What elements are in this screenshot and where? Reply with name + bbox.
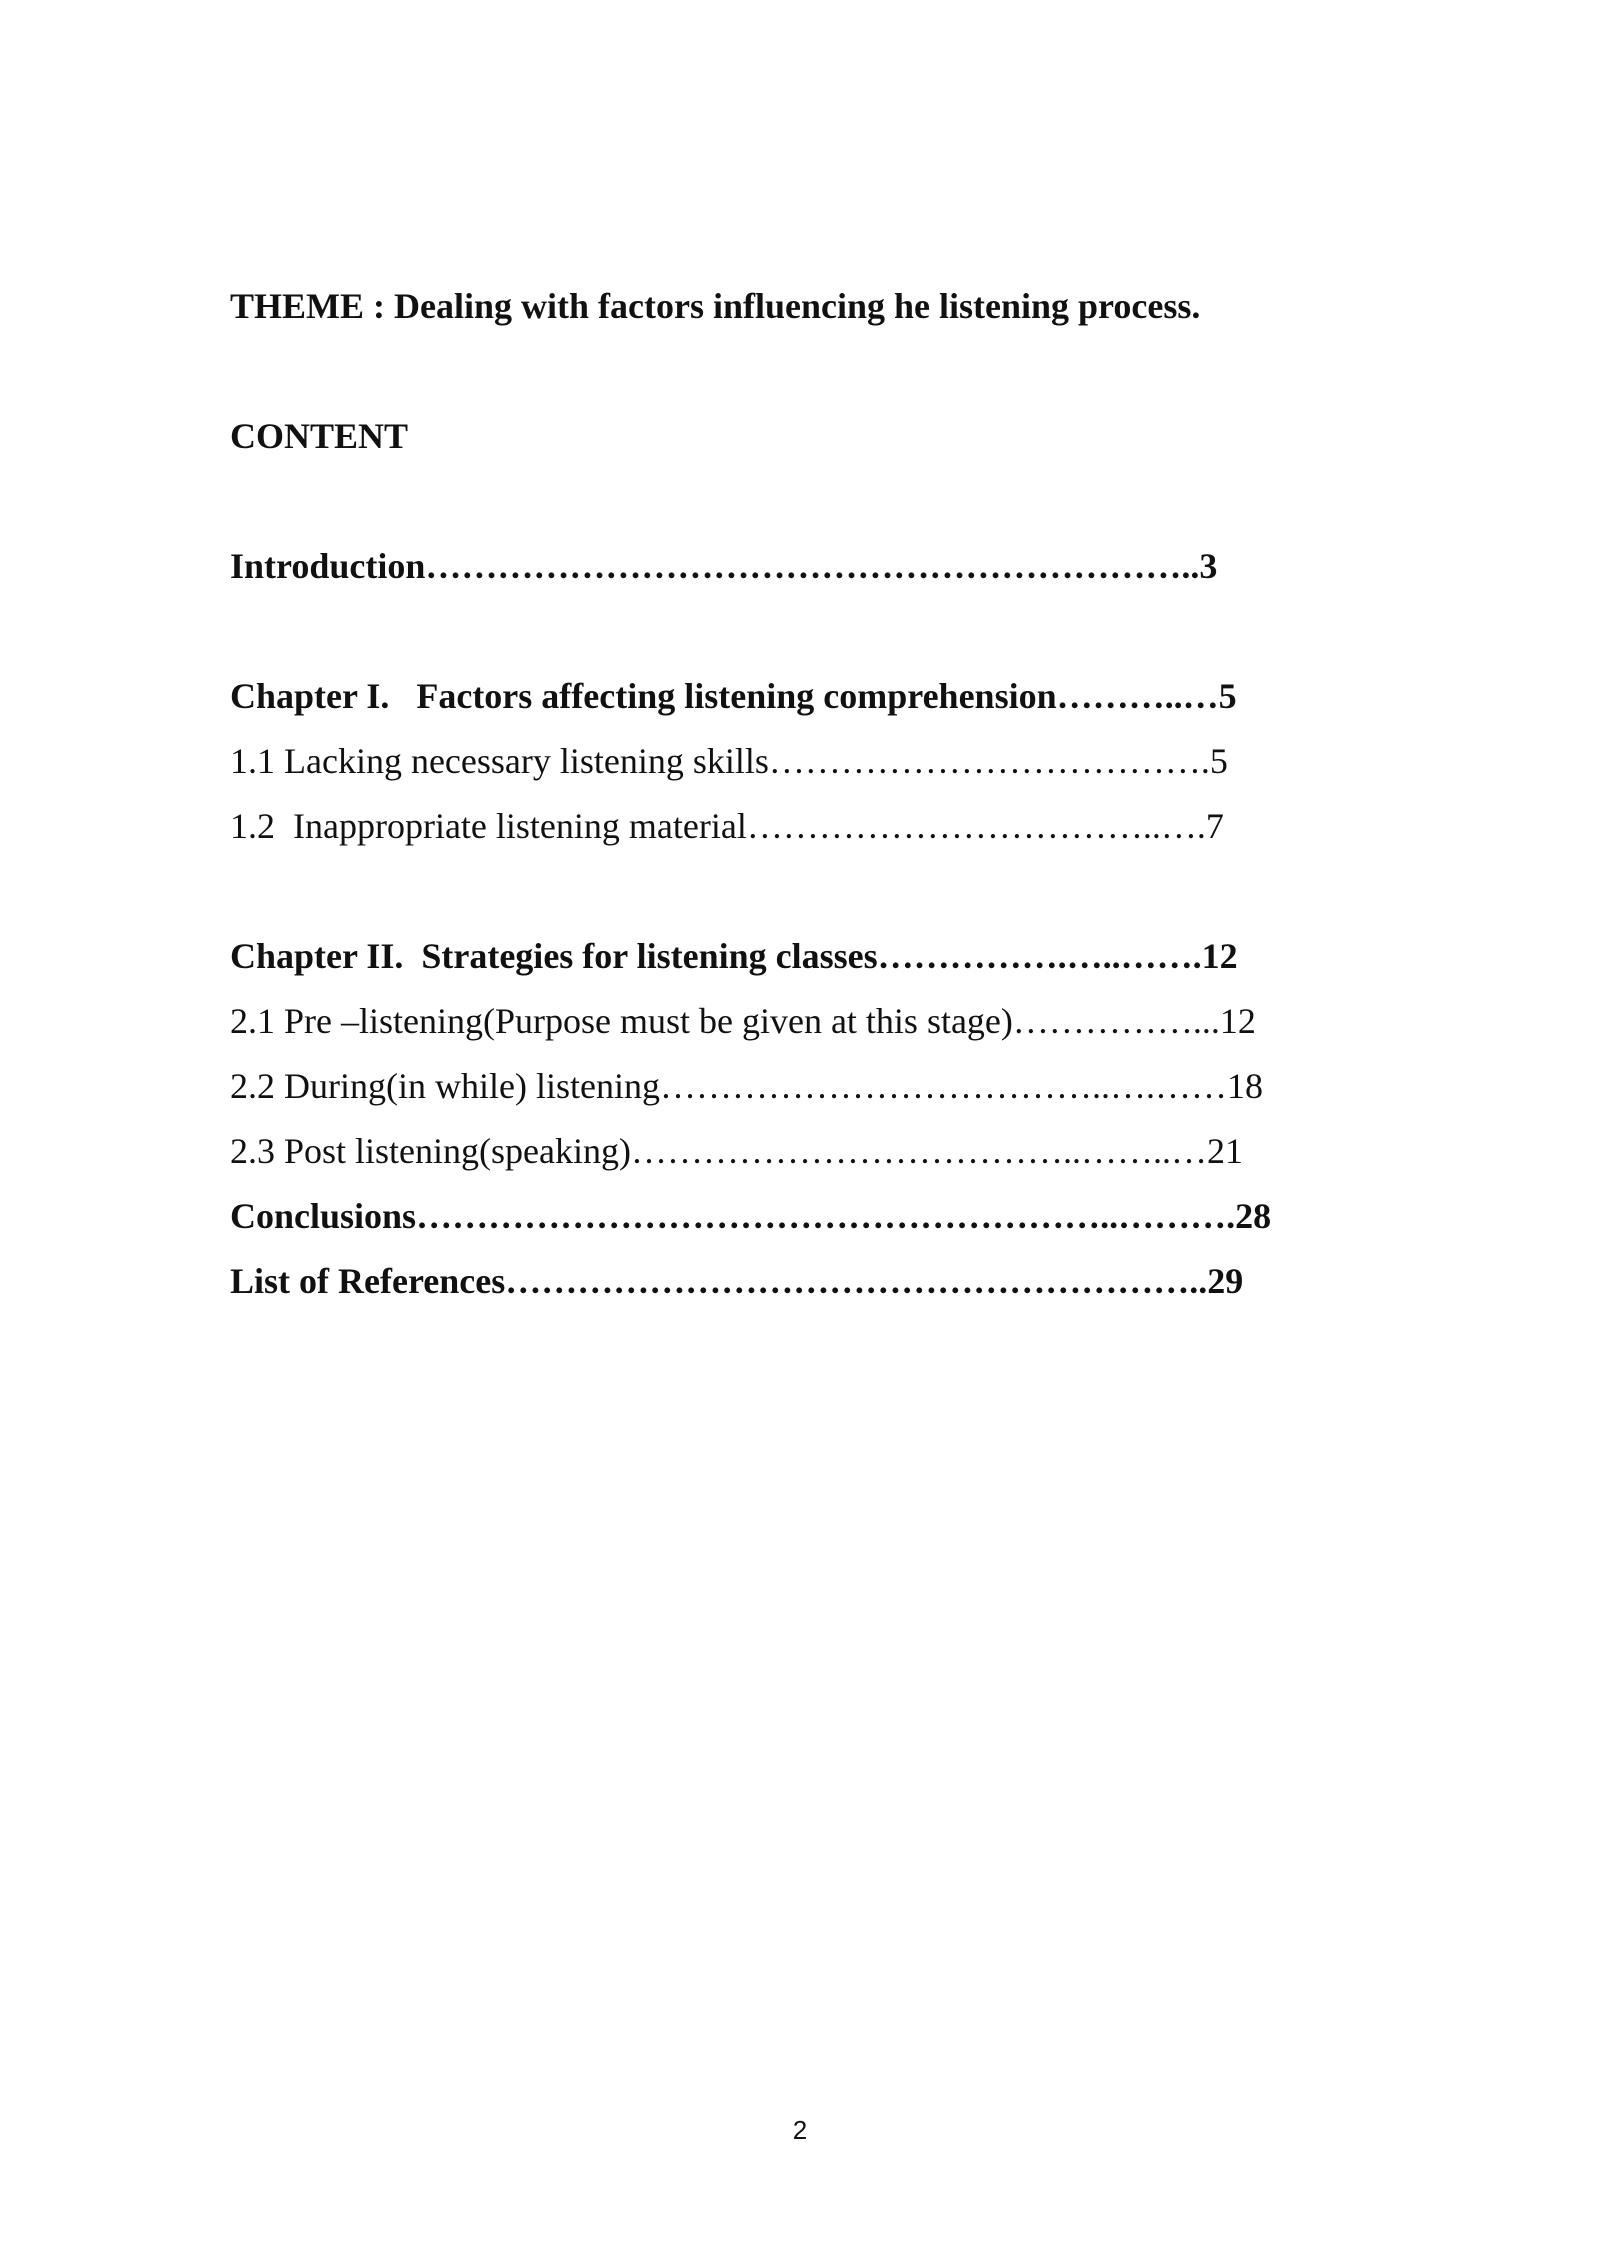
page-number: 2	[792, 2115, 808, 2145]
toc-entry-chapter-1: Chapter I. Factors affecting listening comprehension………..…5	[230, 676, 1237, 716]
toc-entry-references: List of References…………………………………………………..29	[230, 1261, 1244, 1301]
toc-entry-1-2: 1.2 Inappropriate listening material……………………………..….7	[230, 806, 1224, 846]
toc-entry-conclusions: Conclusions…………………………………………………..……….28	[230, 1196, 1272, 1236]
toc-entry-introduction: Introduction………………………………………………………..3	[230, 546, 1218, 586]
toc-entry-chapter-2: Chapter II. Strategies for listening classes…………….…..…….12	[230, 936, 1238, 976]
toc-entry-2-3: 2.3 Post listening(speaking)………………………………..……..…21	[230, 1131, 1243, 1171]
toc-entry-2-2: 2.2 During(in while) listening………………………………..….……18	[230, 1066, 1263, 1106]
toc-entry-2-1: 2.1 Pre –listening(Purpose must be given at this stage)……………...12	[230, 1001, 1256, 1041]
toc-entry-1-1: 1.1 Lacking necessary listening skills……………………………….5	[230, 741, 1228, 781]
content-heading: CONTENT	[230, 416, 409, 456]
document-theme: THEME : Dealing with factors influencing he listening process.	[230, 286, 1201, 326]
